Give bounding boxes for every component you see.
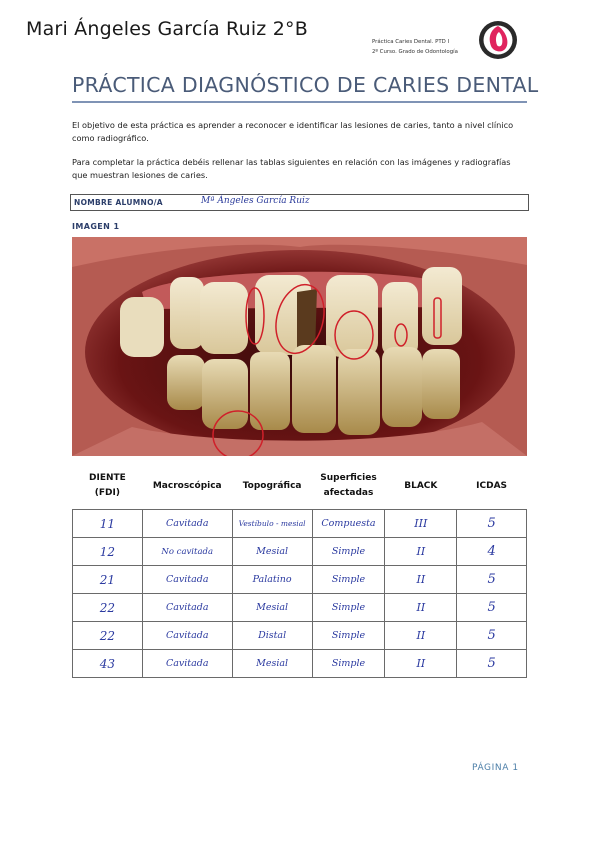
cell-tooth: 11 — [73, 510, 143, 538]
col-header-surf-line1: Superficies — [320, 473, 377, 483]
table-row — [73, 566, 527, 594]
intro-paragraph-2: Para completar la práctica debéis rellenar las tablas siguientes en relación con las imágenes y radiografías que muestran lesiones de caries. — [72, 157, 511, 180]
cell-black: II — [385, 650, 457, 678]
cell-tooth: 43 — [73, 650, 143, 678]
col-header-tooth — [73, 463, 143, 510]
col-header-black: BLACK — [404, 480, 438, 491]
cell-macro: Cavitada — [142, 566, 232, 594]
cell-topo: Mesial — [232, 594, 312, 622]
col-header-macro: Macroscópica — [152, 480, 222, 491]
cell-black: II — [385, 566, 457, 594]
cell-surf: Simple — [312, 622, 385, 650]
col-header-surf — [312, 463, 385, 510]
cell-icdas: 5 — [457, 510, 527, 538]
student-name-label: NOMBRE ALUMNO/A — [74, 198, 163, 207]
cell-macro: Cavitada — [142, 650, 232, 678]
cell-topo: Distal — [232, 622, 312, 650]
table-row — [73, 622, 527, 650]
student-name-box — [70, 194, 529, 211]
table-row — [73, 594, 527, 622]
cell-tooth: 22 — [73, 594, 143, 622]
cell-surf: Simple — [312, 538, 385, 566]
cell-tooth: 21 — [73, 566, 143, 594]
cell-icdas: 4 — [457, 538, 527, 566]
cell-surf: Simple — [312, 566, 385, 594]
cell-topo: Mesial — [232, 650, 312, 678]
image-label: IMAGEN 1 — [72, 222, 120, 231]
table-row — [73, 538, 527, 566]
course-info — [372, 37, 458, 57]
title-underline — [72, 101, 527, 103]
cell-topo: Palatino — [232, 566, 312, 594]
cell-black: II — [385, 622, 457, 650]
col-header-surf-line2: afectadas — [323, 488, 374, 498]
cell-icdas: 5 — [457, 594, 527, 622]
cell-black: III — [385, 510, 457, 538]
table-row — [73, 650, 527, 678]
table-row — [73, 510, 527, 538]
diagnosis-table — [72, 463, 527, 678]
cell-icdas: 5 — [457, 650, 527, 678]
table-header-row — [73, 463, 527, 510]
col-header-tooth-line1: DIENTE — [89, 473, 126, 483]
cell-surf: Compuesta — [312, 510, 385, 538]
university-logo — [478, 20, 518, 60]
cell-macro: No cavitada — [142, 538, 232, 566]
course-line-1: Práctica Caries Dental. PTD I — [372, 39, 450, 45]
dental-photo — [72, 237, 527, 456]
cell-tooth: 22 — [73, 622, 143, 650]
student-name-value: Mª Ángeles García Ruiz — [201, 196, 310, 206]
cell-surf: Simple — [312, 650, 385, 678]
col-header-tooth-line2: (FDI) — [94, 488, 120, 498]
intro-paragraph-1: El objetivo de esta práctica es aprender a reconocer e identificar las lesiones de caries, tanto a nivel clínico como radiográfico. — [72, 120, 514, 143]
cell-icdas: 5 — [457, 566, 527, 594]
cell-icdas: 5 — [457, 622, 527, 650]
cell-topo: Vestíbulo - mesial — [232, 510, 312, 538]
cell-macro: Cavitada — [142, 622, 232, 650]
student-header: Mari Ángeles García Ruiz 2°B — [26, 18, 308, 40]
cell-black: II — [385, 538, 457, 566]
document-title: PRÁCTICA DIAGNÓSTICO DE CARIES DENTAL — [72, 73, 539, 97]
page-number: PÁGINA 1 — [472, 763, 519, 773]
cell-macro: Cavitada — [142, 594, 232, 622]
cell-tooth: 12 — [73, 538, 143, 566]
cell-topo: Mesial — [232, 538, 312, 566]
col-header-icdas: ICDAS — [476, 480, 508, 491]
cell-black: II — [385, 594, 457, 622]
course-line-2: 2º Curso. Grado de Odontología — [372, 49, 458, 55]
cell-surf: Simple — [312, 594, 385, 622]
col-header-topo: Topográfica — [242, 480, 302, 491]
cell-macro: Cavitada — [142, 510, 232, 538]
